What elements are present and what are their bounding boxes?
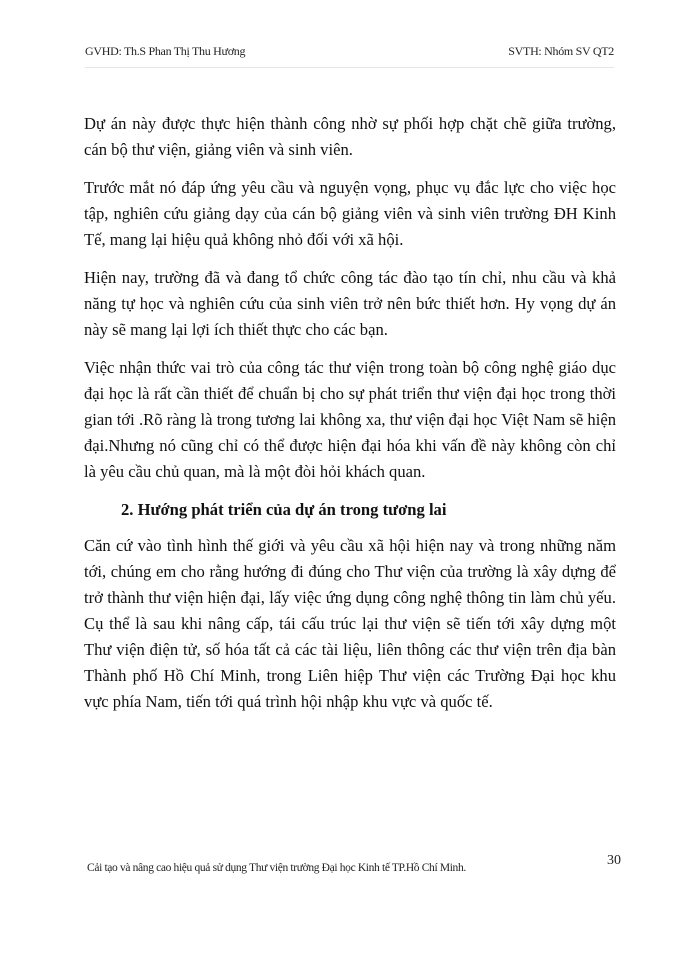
header-advisor: GVHD: Th.S Phan Thị Thu Hương: [85, 44, 246, 58]
section-heading: 2. Hướng phát triển của dự án trong tương lai: [121, 500, 447, 519]
header-divider: [85, 67, 614, 68]
page-number: 30: [607, 853, 621, 868]
page-header: [85, 44, 614, 64]
paragraph-3: Hiện nay, trường đã và đang tổ chức công tác đào tạo tín chỉ, nhu cầu và khả năng tự học và nghiên cứu của sinh viên trở nên bức thiết hơn. Hy vọng dự án này sẽ mang lại lợi ích thiết thực cho các bạn.: [84, 268, 616, 339]
document-body: [84, 111, 616, 727]
section-paragraph: Căn cứ vào tình hình thế giới và yêu cầu xã hội hiện nay và trong những năm tới, chúng em cho rằng hướng đi đúng cho Thư viện của trường là xây dựng để trở thành thư viện hiện đại, lấy việc ứng dụng công nghệ thông tin làm chủ yếu. Cụ thể là sau khi nâng cấp, tái cấu trúc lại thư viện sẽ tiến tới xây dựng một Thư viện điện tử, số hóa tất cả các tài liệu, liên thông các thư viện trên địa bàn Thành phố Hồ Chí Minh, trong Liên hiệp Thư viện các Trường Đại học khu vực phía Nam, tiến tới quá trình hội nhập khu vực và quốc tế.: [84, 536, 616, 711]
paragraph-4: Việc nhận thức vai trò của công tác thư viện trong toàn bộ công nghệ giáo dục đại học là rất cần thiết để chuẩn bị cho sự phát triển thư viện đại học trong thời gian tới .Rõ ràng là trong tương lai không xa, thư viện đại học Việt Nam sẽ hiện đại.Nhưng nó cũng chỉ có thể được hiện đại hóa khi vấn đề này không còn chỉ là yêu cầu chủ quan, mà là một đòi hỏi khách quan.: [84, 358, 616, 481]
page-footer: Cải tạo và nâng cao hiệu quả sử dụng Thư viện trường Đại học Kinh tế TP.Hồ Chí Minh.: [87, 862, 466, 874]
header-students: SVTH: Nhóm SV QT2: [508, 44, 614, 58]
paragraph-2: Trước mắt nó đáp ứng yêu cầu và nguyện vọng, phục vụ đắc lực cho việc học tập, nghiên cứu giảng dạy của cán bộ giảng viên và sinh viên trường ĐH Kinh Tế, mang lại hiệu quả không nhỏ đối với xã hội.: [84, 178, 616, 249]
paragraph-1: Dự án này được thực hiện thành công nhờ sự phối hợp chặt chẽ giữa trường, cán bộ thư viện, giảng viên và sinh viên.: [84, 114, 616, 159]
